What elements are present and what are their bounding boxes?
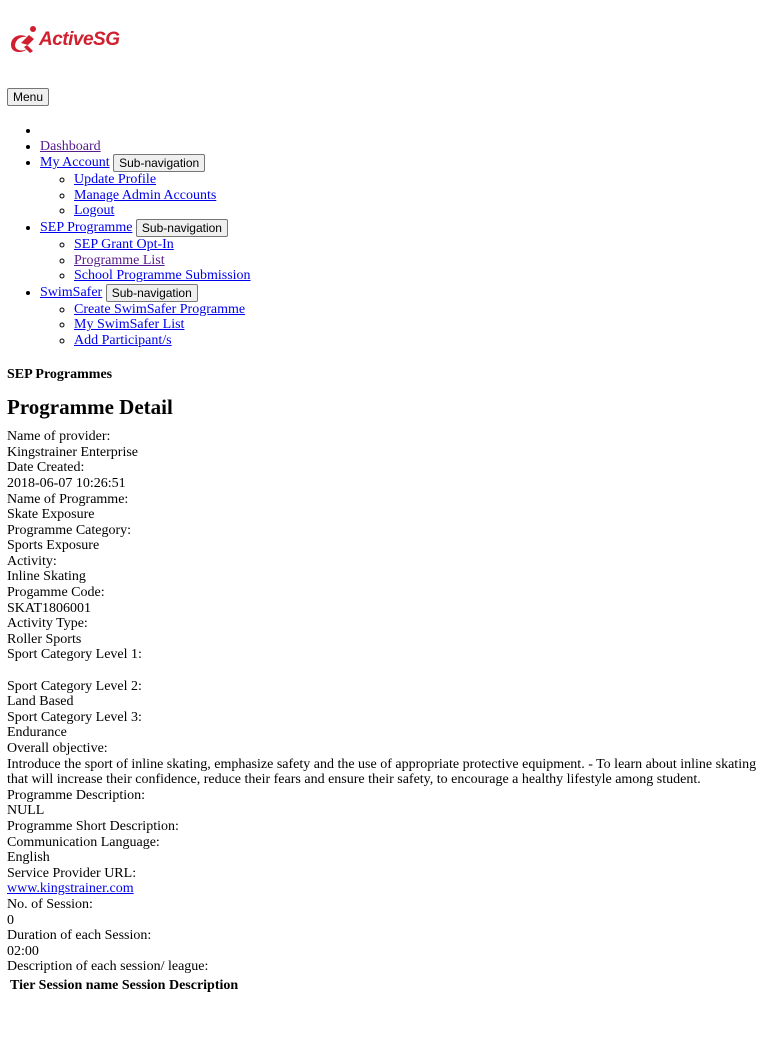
detail-value: Sports Exposure — [7, 538, 100, 554]
detail-value: Endurance — [7, 725, 67, 741]
nav-item-sep-programme — [40, 219, 761, 284]
sep-programme-subnav-button[interactable]: Sub-navigation — [136, 219, 228, 237]
column-header-session-description: Session Description — [121, 977, 239, 993]
my-account-subnav-button[interactable]: Sub-navigation — [113, 154, 205, 172]
detail-label: Sport Category Level 2: — [7, 678, 142, 694]
nav-item-my-account — [40, 154, 761, 219]
nav-item-swimsafer — [40, 284, 761, 349]
detail-label: Progamme Code: — [7, 585, 105, 601]
update-profile-link[interactable]: Update Profile — [74, 172, 157, 188]
detail-label: Description of each session/ league: — [7, 959, 209, 975]
swimsafer-subnav-button[interactable]: Sub-navigation — [106, 284, 198, 302]
nav-item-empty — [40, 123, 761, 139]
submenu-item — [74, 333, 761, 349]
detail-label: Activity: — [7, 553, 57, 569]
detail-label: Programme Short Description: — [7, 818, 179, 834]
detail-label: Duration of each Session: — [7, 928, 152, 944]
detail-label: Activity Type: — [7, 616, 88, 632]
programme-detail — [7, 429, 761, 975]
detail-value: Introduce the sport of inline skating, emphasize safety and the use of appropriate protective equipment. - To learn about inline skating that will increase their confidence, reduce their fears and ensure their safety, to encourage a healthy lifestyle among student. — [7, 756, 757, 788]
detail-value: Kingstrainer Enterprise — [7, 444, 139, 460]
add-participants-link[interactable]: Add Participant/s — [74, 332, 172, 348]
breadcrumb: SEP Programmes — [7, 366, 113, 382]
detail-label: Programme Category: — [7, 522, 132, 538]
detail-label: Overall objective: — [7, 741, 108, 756]
detail-value: Land Based — [7, 694, 74, 710]
sep-programme-submenu — [40, 237, 761, 284]
detail-value: 0 — [7, 912, 14, 928]
detail-label: Sport Category Level 3: — [7, 709, 142, 725]
my-account-submenu — [40, 172, 761, 219]
detail-value: SKAT1806001 — [7, 600, 92, 616]
school-programme-submission-link[interactable]: School Programme Submission — [74, 268, 251, 284]
detail-value: Inline Skating — [7, 569, 86, 585]
column-header-tier: Tier — [10, 977, 36, 993]
submenu-item — [74, 188, 761, 204]
main-nav — [7, 123, 761, 349]
detail-value: NULL — [7, 803, 45, 819]
submenu-item — [74, 317, 761, 333]
detail-label: Communication Language: — [7, 834, 160, 850]
submenu-item — [74, 237, 761, 253]
detail-label: Service Provider URL: — [7, 865, 137, 881]
detail-value: 02:00 — [7, 943, 39, 959]
detail-value: Roller Sports — [7, 631, 82, 647]
logout-link[interactable]: Logout — [74, 203, 115, 219]
detail-value: 2018-06-07 10:26:51 — [7, 475, 126, 491]
detail-value: English — [7, 850, 50, 866]
sep-grant-opt-in-link[interactable]: SEP Grant Opt-In — [74, 236, 174, 252]
detail-label: Name of Programme: — [7, 491, 129, 507]
nav-item-dashboard — [40, 139, 761, 155]
detail-value — [7, 663, 761, 679]
submenu-item — [74, 172, 761, 188]
my-swimsafer-list-link[interactable]: My SwimSafer List — [74, 317, 185, 333]
runner-logo-icon — [7, 23, 41, 57]
submenu-item — [74, 203, 761, 219]
detail-label: Name of provider: — [7, 429, 111, 445]
detail-label: Date Created: — [7, 460, 85, 476]
session-table-header — [7, 978, 761, 994]
menu-button[interactable]: Menu — [7, 88, 49, 106]
submenu-item — [74, 268, 761, 284]
service-provider-url-link[interactable]: www.kingstrainer.com — [7, 881, 134, 897]
page-title: Programme Detail — [7, 395, 173, 420]
activesg-logo[interactable] — [7, 21, 761, 59]
submenu-item — [74, 253, 761, 269]
programme-list-link[interactable]: Programme List — [74, 252, 165, 268]
detail-label: Sport Category Level 1: — [7, 647, 142, 663]
manage-admin-accounts-link[interactable]: Manage Admin Accounts — [74, 187, 217, 203]
brand-name: ActiveSG — [39, 29, 120, 51]
detail-value: Skate Exposure — [7, 507, 95, 523]
dashboard-link[interactable]: Dashboard — [40, 138, 101, 154]
create-swimsafer-programme-link[interactable]: Create SwimSafer Programme — [74, 301, 246, 317]
detail-label: Programme Description: — [7, 787, 146, 803]
sep-programme-link[interactable]: SEP Programme — [40, 220, 133, 236]
swimsafer-submenu — [40, 302, 761, 349]
submenu-item — [74, 302, 761, 318]
swimsafer-link[interactable]: SwimSafer — [40, 284, 103, 300]
my-account-link[interactable]: My Account — [40, 155, 110, 171]
detail-label: No. of Session: — [7, 896, 93, 912]
column-header-session-name: Session name — [38, 977, 119, 993]
detail-value — [7, 881, 761, 897]
